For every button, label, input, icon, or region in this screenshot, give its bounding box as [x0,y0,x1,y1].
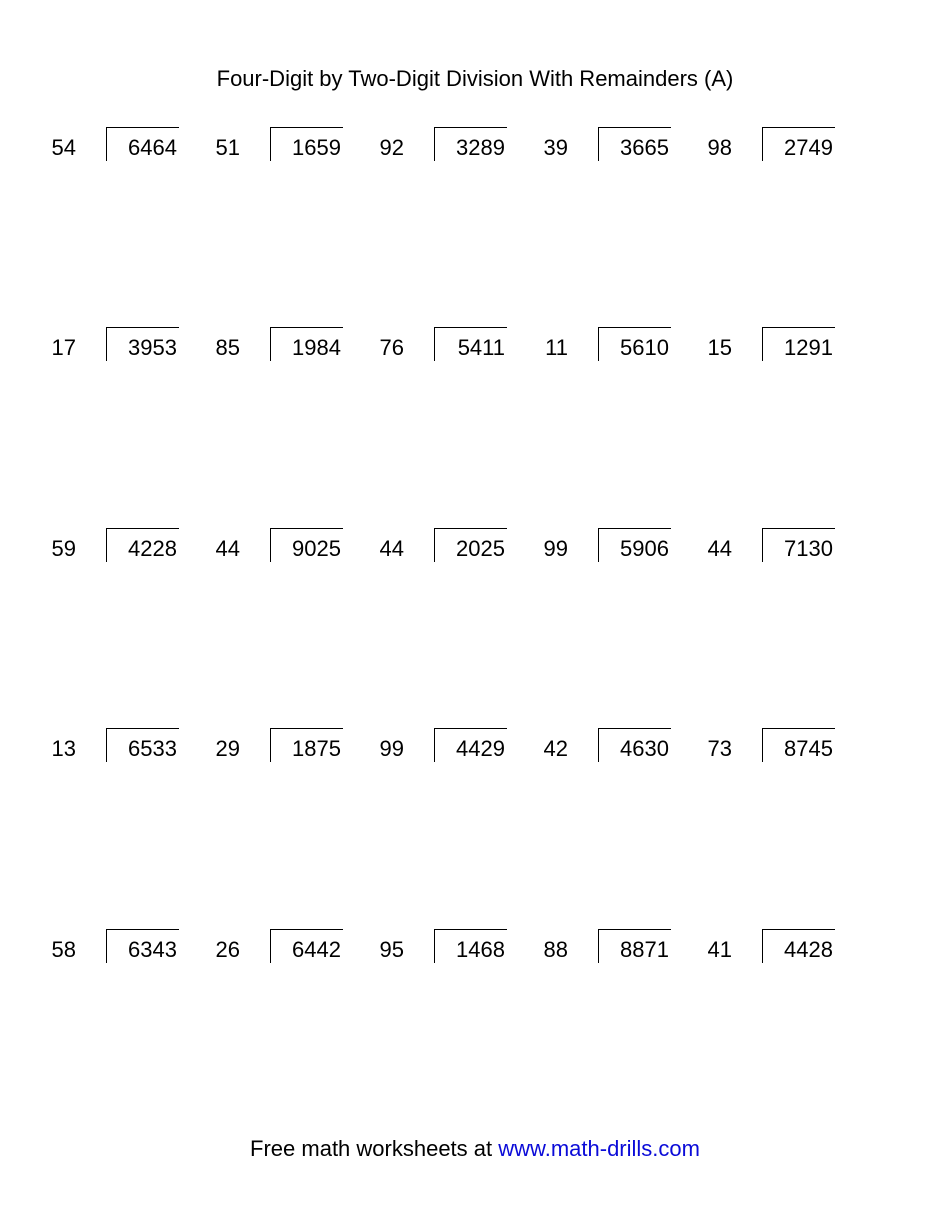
divisor: 88 [543,937,568,962]
dividend: 1875 [292,736,341,761]
division-problem [707,327,834,361]
divisor: 44 [707,536,732,561]
dividend: 6442 [292,937,341,962]
dividend: 3953 [128,335,177,360]
dividend: 4428 [784,937,833,962]
divisor: 39 [543,135,568,160]
dividend: 1659 [292,135,341,160]
divisor: 17 [51,335,76,360]
division-problem [545,327,670,361]
dividend: 8745 [784,736,833,761]
division-problem [707,929,834,963]
division-problem [215,528,342,562]
divisor: 95 [379,937,404,962]
division-problem [707,528,834,562]
division-problem [51,929,178,963]
divisor: 92 [379,135,404,160]
division-problem [379,127,506,161]
divisor: 29 [215,736,240,761]
division-problem [379,528,506,562]
dividend: 6464 [128,135,177,160]
page-title: Four-Digit by Two-Digit Division With Remainders (A) [216,66,734,91]
division-problem [379,327,506,361]
division-problem [543,127,670,161]
division-problem [707,728,834,762]
division-problem [379,929,506,963]
dividend: 6343 [128,937,177,962]
dividend: 3289 [456,135,505,160]
dividend: 9025 [292,536,341,561]
divisor: 11 [545,335,568,360]
divisor: 42 [543,736,568,761]
division-problem [543,929,670,963]
divisor: 59 [51,536,76,561]
divisor: 85 [215,335,240,360]
divisor: 41 [707,937,732,962]
dividend: 1984 [292,335,341,360]
footer-text: Free math worksheets at [250,1136,493,1161]
dividend: 8871 [620,937,669,962]
divisor: 58 [51,937,76,962]
division-problem [707,127,834,161]
dividend: 2749 [784,135,833,160]
footer [0,1136,950,1162]
division-problem [215,327,342,361]
dividend: 1468 [456,937,505,962]
divisor: 44 [215,536,240,561]
division-problem [51,528,178,562]
dividend: 1291 [784,335,833,360]
division-problem [543,528,670,562]
dividend: 3665 [620,135,669,160]
divisor: 26 [215,937,240,962]
dividend: 4630 [620,736,669,761]
divisor: 76 [379,335,404,360]
divisor: 98 [707,135,732,160]
division-problem [51,327,178,361]
division-problem [215,929,342,963]
divisor: 73 [707,736,732,761]
division-problem [215,728,342,762]
dividend: 6533 [128,736,177,761]
divisor: 44 [379,536,404,561]
dividend: 4429 [456,736,505,761]
dividend: 2025 [456,536,505,561]
divisor: 15 [707,335,732,360]
division-problem [215,127,342,161]
dividend: 4228 [128,536,177,561]
divisor: 51 [215,135,240,160]
footer-link[interactable]: www.math-drills.com [498,1136,700,1161]
divisor: 99 [379,736,404,761]
division-problem [51,127,178,161]
dividend: 5610 [620,335,669,360]
division-problem [51,728,178,762]
division-problem [379,728,506,762]
divisor: 99 [543,536,568,561]
dividend: 5906 [620,536,669,561]
divisor: 13 [51,736,76,761]
dividend: 7130 [784,536,833,561]
dividend: 5411 [457,335,505,360]
division-problem [543,728,670,762]
divisor: 54 [51,135,76,160]
